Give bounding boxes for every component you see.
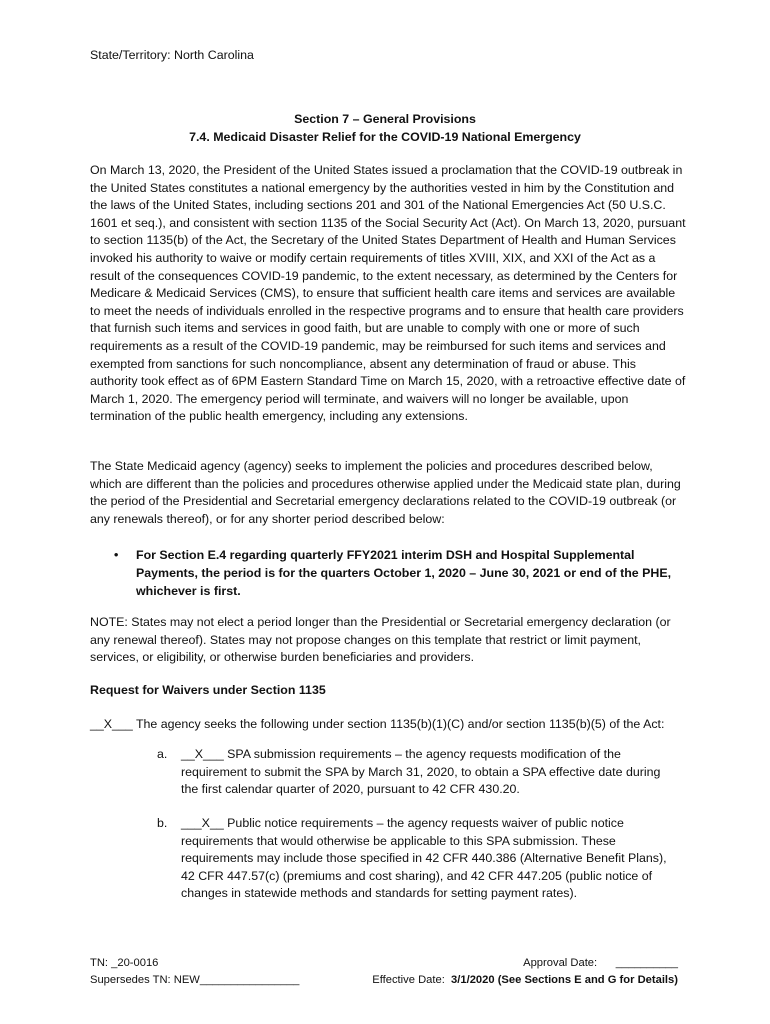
- tn-number: TN: _20-0016: [90, 957, 159, 969]
- approval-date: Approval Date: __________: [523, 957, 678, 969]
- footer-left: [90, 955, 299, 989]
- waiver-item-label: b.: [157, 816, 168, 830]
- footer-right: [372, 955, 678, 989]
- agency-policy-paragraph: The State Medicaid agency (agency) seeks to implement the policies and procedures described below, which are different than the policies and procedures otherwise applied under the Medicaid state plan, during the period of the Presidential and Secretarial emergency declarations related to the COVID-19 outbreak (or any renewals thereof), or for any shorter period described below:: [90, 459, 681, 526]
- note-paragraph: NOTE: States may not elect a period longer than the Presidential or Secretarial emergency declaration (or any renewal thereof). States may not propose changes on this template that restrict or limit payment, services, or eligibility, or otherwise burden beneficiaries and providers.: [90, 615, 671, 665]
- waivers-heading: Request for Waivers under Section 1135: [90, 683, 326, 697]
- bullet-text: For Section E.4 regarding quarterly FFY2021 interim DSH and Hospital Supplemental Payments, the period is for the quarters October 1, 2020 – June 30, 2021 or end of the PHE, whichever is first.: [136, 548, 672, 598]
- bullet-icon: •: [114, 548, 119, 562]
- effective-date-label: Effective Date:: [372, 974, 452, 986]
- proclamation-paragraph: On March 13, 2020, the President of the United States issued a proclamation that the COVID-19 outbreak in the United States constitutes a national emergency by the authorities vested in him by the Constitution and the laws of the United States, including sections 201 and 301 of the National Emergencies Act (50 U.S.C. 1601 et seq.), and consistent with section 1135 of the Social Security Act (Act). On March 13, 2020, pursuant to section 1135(b) of the Act, the Secretary of the United States Department of Health and Human Services invoked his authority to waive or modify certain requirements of titles XVIII, XIX, and XXI of the Act as a result of the consequences COVID-19 pandemic, to the extent necessary, as determined by the Centers for Medicare & Medicaid Services (CMS), to ensure that sufficient health care items and services are available to meet the needs of individuals enrolled in the respective programs and to ensure that health care providers that furnish such items and services in good faith, but are unable to comply with one or more of such requirements as a result of the COVID-19 pandemic, may be reimbursed for such items and services and exempted from sanctions for such noncompliance, absent any determination of fraud or abuse. This authority took effect as of 6PM Eastern Standard Time on March 15, 2020, with a retroactive effective date of March 1, 2020. The emergency period will terminate, and waivers will no longer be available, upon termination of the public health emergency, including any extensions.: [90, 163, 686, 424]
- section-heading: [90, 110, 680, 146]
- supersedes-tn: Supersedes TN: NEW________________: [90, 974, 300, 986]
- effective-date: [372, 972, 678, 989]
- section-subtitle: 7.4. Medicaid Disaster Relief for the COVID-19 National Emergency: [189, 130, 581, 144]
- waiver-item-text: __X___ SPA submission requirements – the agency requests modification of the requirement to submit the SPA by March 31, 2020, to obtain a SPA effective date during the first calendar quarter of 2020, pursuant to 42 CFR 430.20.: [181, 747, 661, 797]
- agency-request-line: __X___ The agency seeks the following under section 1135(b)(1)(C) and/or section 1135(b)(5) of the Act:: [90, 717, 665, 731]
- waiver-item-text: ___X__ Public notice requirements – the agency requests waiver of public notice requirements that would otherwise be applicable to this SPA submission. These requirements may include those specified in 42 CFR 440.386 (Alternative Benefit Plans), 42 CFR 447.57(c) (premiums and cost sharing), and 42 CFR 447.205 (public notice of changes in statewide methods and standards for setting payment rates).: [181, 816, 667, 901]
- waiver-item-label: a.: [157, 747, 168, 761]
- effective-date-value: 3/1/2020 (See Sections E and G for Details): [451, 974, 678, 986]
- section-title: Section 7 – General Provisions: [294, 112, 476, 126]
- state-territory: State/Territory: North Carolina: [90, 48, 254, 62]
